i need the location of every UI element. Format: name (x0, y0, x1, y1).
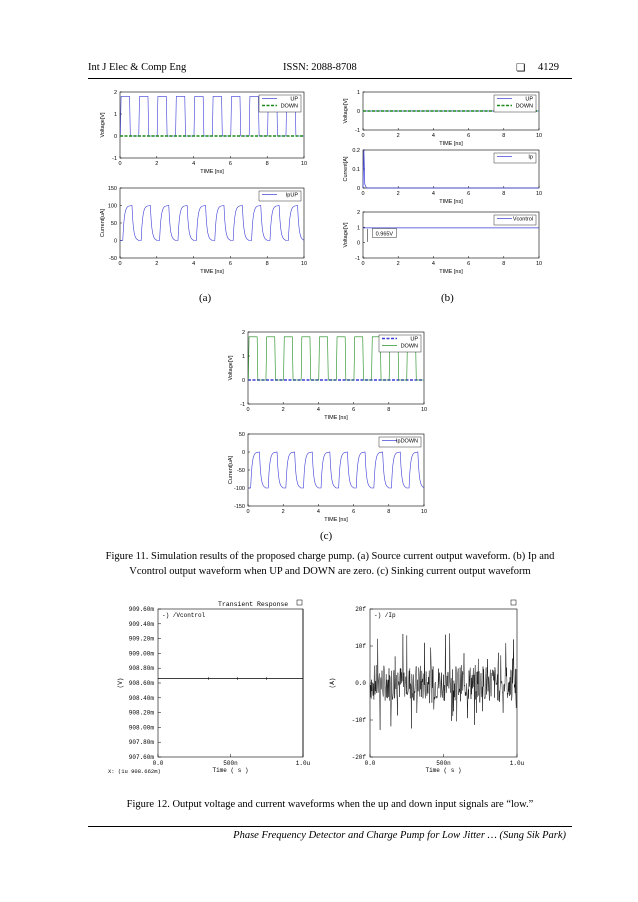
x-tick-label: 10 (535, 133, 543, 139)
x-tick-label: 10 (300, 161, 308, 167)
legend-label: Ip (528, 154, 533, 161)
fig11-label-b: (b) (441, 292, 454, 304)
x-tick-label: 8 (265, 161, 269, 167)
trace-label: -) /Ip (374, 612, 396, 619)
panel-zoom-icon (297, 600, 302, 605)
y-tick-label: 908.00m (128, 724, 154, 732)
cadence-panel-Vcontrol (108, 600, 311, 775)
legend-label: DOWN (280, 103, 298, 110)
chart-panel-5 (343, 210, 542, 275)
chart-panel-7 (228, 432, 427, 523)
x-tick-label: 4 (431, 261, 435, 267)
x-tick-label: 6 (228, 261, 232, 267)
y-tick-label: 50 (110, 221, 117, 227)
x-tick-label: 0.0 (364, 760, 376, 767)
y-axis-label: Voltage[V] (100, 112, 106, 138)
x-tick-label: 0 (118, 161, 122, 167)
plot-frame (158, 609, 303, 757)
y-axis-label: Voltage[V] (343, 222, 349, 248)
x-tick-label: 6 (467, 133, 471, 139)
annotation-label: 0.965V (375, 231, 394, 238)
chart-panel-6 (228, 330, 427, 421)
y-tick-label: 10f (355, 643, 366, 650)
y-tick-label: 909.00m (128, 650, 154, 658)
y-tick-label: 2 (356, 210, 360, 216)
legend (494, 215, 536, 225)
y-tick-label: -10f (351, 717, 366, 724)
x-tick-label: 0 (361, 261, 365, 267)
x-tick-label: 4 (192, 261, 196, 267)
x-tick-label: 0.0 (152, 760, 164, 767)
x-tick-label: 8 (502, 191, 506, 197)
x-tick-label: 8 (502, 261, 506, 267)
x-tick-label: 10 (535, 191, 543, 197)
y-tick-label: 0 (356, 186, 360, 192)
legend-label: IpDOWN (396, 438, 418, 445)
running-footer: Phase Frequency Detector and Charge Pump for Low Jitter … (Sung Sik Park) (233, 830, 566, 841)
y-tick-label: 908.20m (128, 709, 154, 717)
x-axis-label: TIME [ns] (439, 199, 463, 205)
y-tick-label: 909.60m (128, 606, 154, 613)
x-tick-label: 0 (246, 509, 250, 515)
y-tick-label: 0 (241, 378, 245, 384)
panel-title: Transient Response (218, 601, 289, 608)
fig11-label-c: (c) (320, 530, 333, 542)
y-tick-label: 0.2 (352, 148, 360, 154)
x-tick-label: 500n (436, 760, 451, 767)
y-tick-label: 20f (355, 606, 366, 613)
x-tick-label: 8 (387, 509, 391, 515)
y-tick-label: -50 (109, 256, 117, 262)
x-tick-label: 10 (300, 261, 308, 267)
y-tick-label: 100 (107, 203, 117, 210)
y-tick-label: -1 (112, 156, 117, 162)
x-tick-label: 2 (155, 261, 159, 267)
legend-label: UP (410, 336, 418, 343)
panel-zoom-icon (511, 600, 516, 605)
y-tick-label: -20f (351, 754, 366, 761)
page-number: 4129 (538, 62, 559, 73)
square-bullet-icon: ❏ (516, 63, 526, 74)
legend-label: DOWN (400, 343, 418, 350)
x-tick-label: 1.0u (509, 760, 525, 767)
y-tick-label: -50 (237, 468, 245, 474)
y-tick-label: 907.80m (128, 739, 154, 747)
legend-label: Vcontrol (512, 216, 533, 223)
trace-label: -) /Vcontrol (162, 612, 206, 619)
x-tick-label: 6 (352, 407, 356, 413)
x-axis-label: Time ( s ) (425, 767, 462, 774)
y-axis-label: Current[uA] (228, 455, 234, 485)
legend-label: DOWN (515, 103, 533, 110)
legend (259, 191, 301, 201)
y-tick-label: 0 (113, 238, 117, 245)
x-tick-label: 4 (431, 133, 435, 139)
y-tick-label: 0.0 (355, 680, 366, 687)
y-tick-label: 908.40m (128, 694, 154, 702)
x-tick-label: 2 (396, 133, 400, 139)
series-line-ip-noise (370, 633, 517, 730)
y-tick-label: 0.1 (352, 167, 360, 173)
x-axis-label: Time ( s ) (212, 767, 249, 774)
x-axis-label: TIME [ns] (439, 269, 463, 275)
journal-name: Int J Elec & Comp Eng (88, 62, 187, 73)
cadence-panel-Ip (329, 600, 525, 774)
x-tick-label: 0 (118, 261, 122, 267)
y-tick-label: 909.20m (128, 635, 154, 643)
chart-panel-4 (343, 148, 542, 205)
x-axis-label: TIME [ns] (200, 269, 224, 275)
x-tick-label: 2 (281, 407, 285, 413)
legend (259, 95, 301, 112)
x-tick-label: 4 (192, 161, 196, 167)
y-axis-label: Voltage[V] (228, 355, 234, 381)
x-tick-label: 2 (396, 191, 400, 197)
x-tick-label: 6 (467, 261, 471, 267)
y-axis-label: (A) (329, 677, 336, 689)
legend (494, 95, 536, 112)
x-axis-label: TIME [ns] (324, 517, 348, 523)
x-tick-label: 2 (155, 161, 159, 167)
y-tick-label: 1 (356, 225, 360, 232)
y-axis-label: Voltage[V] (343, 98, 349, 124)
y-axis-label: Current[uA] (100, 208, 106, 238)
fig11-caption: Figure 11. Simulation results of the proposed charge pump. (a) Source current output waveform. (b) Ip and Vcontrol output waveform when UP and DOWN are zero. (c) Sinking current output waveform (105, 551, 555, 577)
y-tick-label: -1 (355, 128, 360, 134)
x-axis-label: TIME [ns] (200, 169, 224, 175)
chart-panel-2 (100, 186, 307, 275)
legend (379, 335, 421, 352)
x-tick-label: 6 (352, 509, 356, 515)
legend-label: UP (525, 96, 533, 103)
x-tick-label: 2 (281, 509, 285, 515)
y-tick-label: 0 (356, 240, 360, 247)
footer-rule (88, 826, 572, 827)
legend (379, 437, 421, 447)
y-tick-label: -150 (233, 504, 245, 510)
x-tick-label: 8 (265, 261, 269, 267)
x-tick-label: 1.0u (295, 760, 311, 767)
x-tick-label: 0 (246, 407, 250, 413)
x-tick-label: 10 (420, 509, 428, 515)
chart-panel-3 (343, 90, 542, 147)
y-tick-label: 50 (238, 432, 245, 438)
x-tick-label: 8 (387, 407, 391, 413)
legend (494, 153, 536, 163)
legend-label: UP (290, 96, 298, 103)
x-tick-label: 8 (502, 133, 506, 139)
y-tick-label: 908.80m (128, 665, 154, 673)
y-tick-label: 2 (241, 330, 245, 336)
y-tick-label: 1 (113, 112, 117, 118)
y-tick-label: 909.40m (128, 620, 154, 628)
legend-label: IpUP (285, 192, 298, 199)
y-tick-label: -1 (355, 256, 360, 262)
fig12-caption: Figure 12. Output voltage and current waveforms when the up and down input signals are “low.” (126, 799, 534, 810)
y-tick-label: -100 (233, 486, 245, 492)
y-tick-label: 0 (113, 134, 117, 140)
issn: ISSN: 2088-8708 (283, 62, 357, 73)
y-tick-label: 1 (241, 354, 245, 360)
y-tick-label: 1 (356, 90, 360, 96)
figure-12 (0, 595, 638, 795)
x-axis-label: TIME [ns] (324, 415, 348, 421)
x-tick-label: 2 (396, 261, 400, 267)
x-tick-label: 4 (316, 407, 320, 413)
y-tick-label: 150 (107, 186, 117, 192)
y-tick-label: 2 (113, 90, 117, 96)
cursor-readout: X: (1u 908.662m) (108, 768, 161, 775)
y-axis-label: Current[A] (343, 156, 349, 182)
y-tick-label: 907.60m (128, 754, 154, 761)
x-tick-label: 6 (228, 161, 232, 167)
fig11-label-a: (a) (199, 292, 212, 304)
y-tick-label: 0 (356, 109, 360, 115)
x-tick-label: 500n (223, 760, 238, 767)
y-axis-label: (V) (117, 677, 124, 689)
chart-panel-1 (100, 90, 307, 175)
x-tick-label: 4 (431, 191, 435, 197)
x-axis-label: TIME [ns] (439, 141, 463, 147)
x-tick-label: 10 (420, 407, 428, 413)
y-tick-label: 0 (241, 450, 245, 456)
y-tick-label: -1 (240, 402, 245, 408)
x-tick-label: 4 (316, 509, 320, 515)
x-tick-label: 6 (467, 191, 471, 197)
x-tick-label: 10 (535, 261, 543, 267)
x-tick-label: 0 (361, 191, 365, 197)
y-tick-label: 908.60m (128, 680, 154, 687)
x-tick-label: 0 (361, 133, 365, 139)
